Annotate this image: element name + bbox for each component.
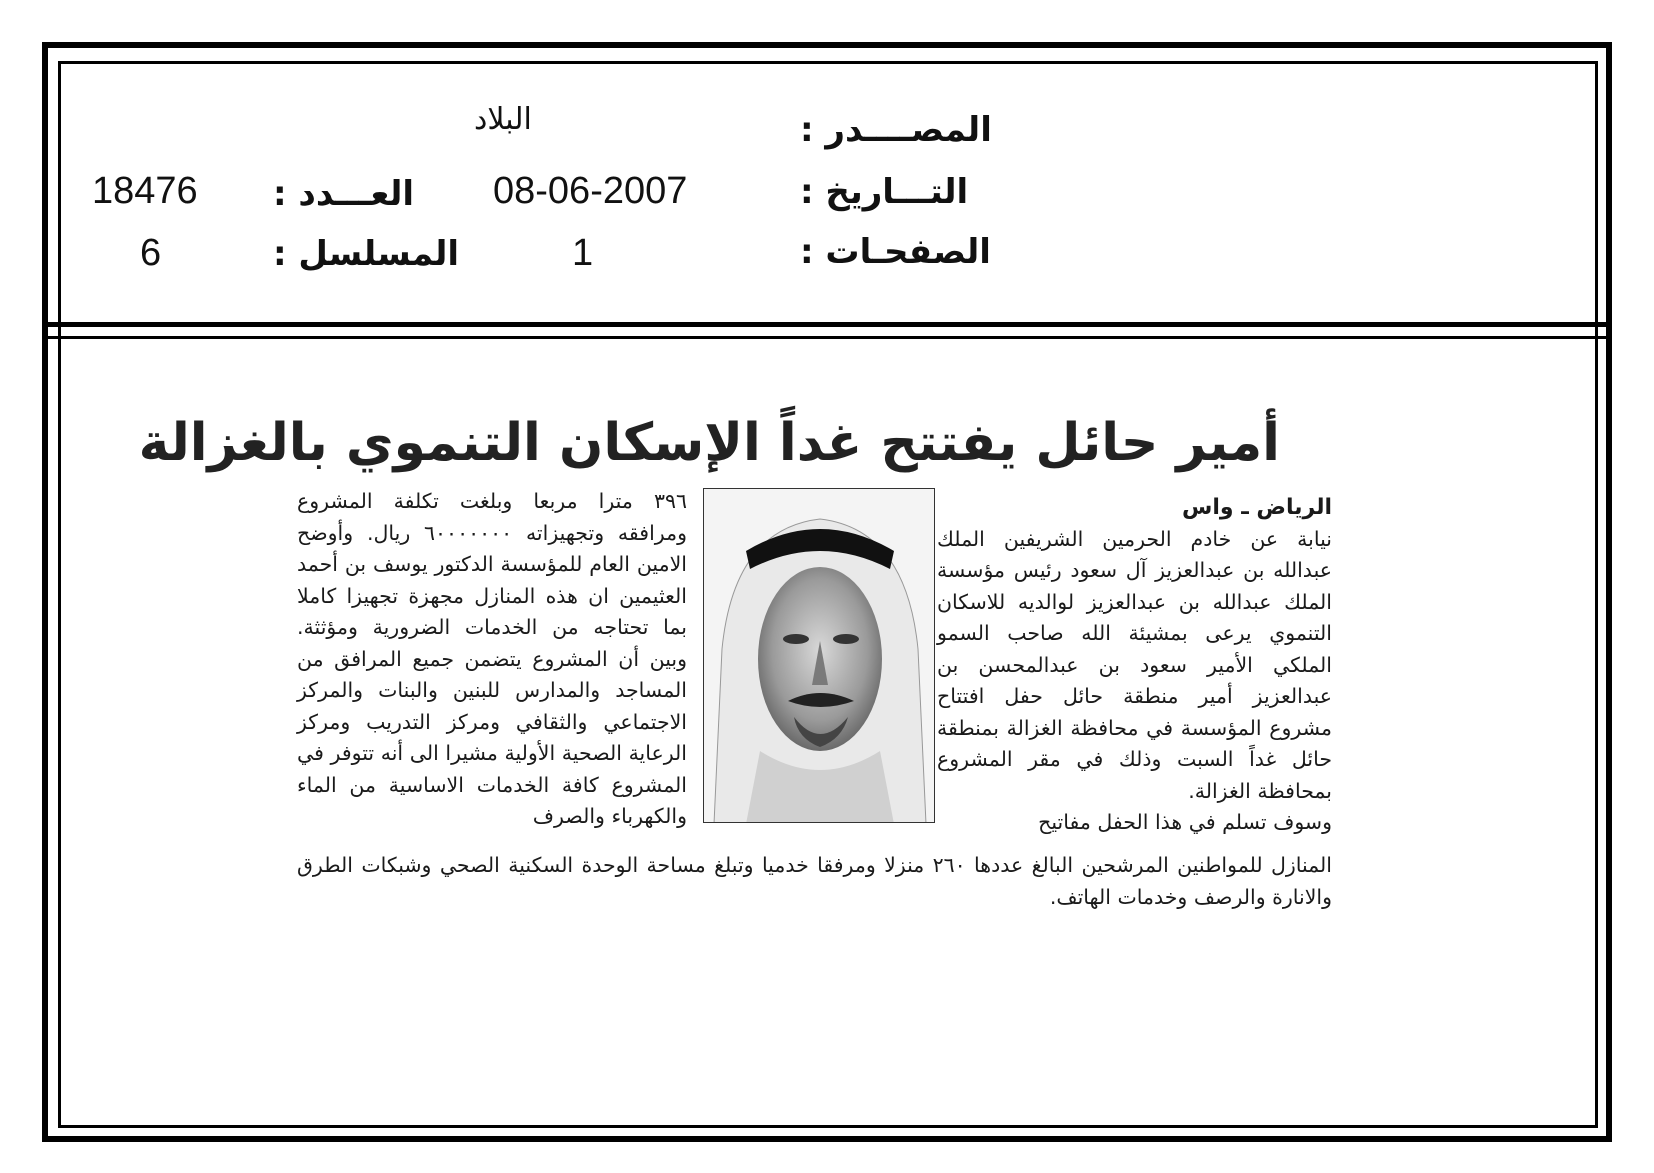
article-column-left	[297, 486, 687, 833]
serial-label: المسلسل :	[273, 234, 460, 274]
article-paragraph-4: المنازل للمواطنين المرشحين البالغ عددها ٢٦٠ منزلا ومرفقا خدميا وتبلغ مساحة الوحدة السكنية الصحي وشبكات الطرق والانارة والرصف وخدمات الهاتف.	[297, 853, 1332, 909]
article-bottom-row	[297, 850, 1332, 913]
date-label: التـــاريخ :	[800, 172, 969, 212]
article-paragraph-1: نيابة عن خادم الحرمين الشريفين الملك عبدالله بن عبدالعزيز آل سعود رئيس مؤسسة الملك عبدالله بن عبدالعزيز لوالديه للاسكان التنموي يرعى بمشيئة الله صاحب السمو الملكي الأمير سعود بن عبدالمحسن بن عبدالعزيز أمير منطقة حائل حفل افتتاح مشروع المؤسسة في محافظة الغزالة بمنطقة حائل غداً السبت وذلك في مقر المشروع بمحافظة الغزالة.	[937, 526, 1332, 803]
article-paragraph-3: ٣٩٦ مترا مربعا وبلغت تكلفة المشروع ومرافقه وتجهيزاته ٦٠٠٠٠٠٠٠ ريال. وأوضح الامين العام للمؤسسة الدكتور يوسف بن أحمد العثيمين ان هذه المنازل مجهزة تجهيزا كاملا بما تحتاجه من الخدمات الضرورية ومؤثثة. وبين أن المشروع يتضمن جميع المرافق من المساجد والمدارس للبنين والبنات والمركز الاجتماعي والثقافي ومركز التدريب ومركز الرعاية الصحية الأولية مشيرا الى أنه تتوفر في المشروع كافة الخدمات الاساسية من الماء والكهرباء والصرف	[297, 489, 687, 828]
date-value: 08-06-2007	[493, 170, 688, 212]
pages-label: الصفحـات :	[800, 232, 991, 272]
portrait-photo	[703, 488, 935, 823]
article-column-right	[937, 492, 1332, 839]
article-paragraph-2: وسوف تسلم في هذا الحفل مفاتيح	[1038, 810, 1332, 834]
pages-value: 1	[572, 232, 594, 274]
issue-value: 18476	[92, 170, 198, 212]
article-dateline: الرياض ـ واس	[1181, 495, 1332, 520]
header-divider-inner	[48, 336, 1606, 339]
issue-label: العـــدد :	[273, 174, 414, 214]
source-label: المصــــدر :	[800, 110, 992, 150]
article-headline: أمير حائل يفتتح غداً الإسكان التنموي بالغزالة	[138, 413, 1280, 473]
serial-value: 6	[140, 232, 162, 274]
source-value: البلاد	[474, 102, 532, 137]
header-divider	[48, 322, 1606, 327]
